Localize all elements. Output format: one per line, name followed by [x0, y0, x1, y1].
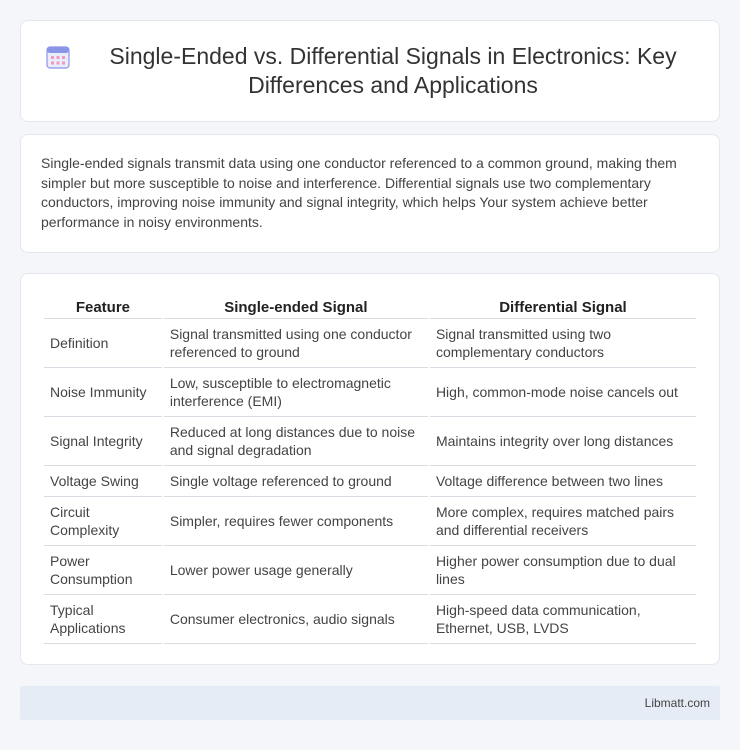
single-ended-cell: Consumer electronics, audio signals — [164, 595, 428, 644]
comparison-card — [20, 273, 720, 665]
table-row — [44, 319, 696, 368]
single-ended-cell: Low, susceptible to electromagnetic interference (EMI) — [164, 368, 428, 417]
intro-paragraph: Single-ended signals transmit data using one conductor referenced to a common ground, making them simpler but more susceptible to noise and interference. Differential signals use two complementary conductors, improving noise immunity and signal integrity, which helps Your system achieve better performance in noisy environments. — [41, 155, 677, 230]
single-ended-cell: Single voltage referenced to ground — [164, 466, 428, 497]
single-ended-cell: Signal transmitted using one conductor referenced to ground — [164, 319, 428, 368]
table-header-row — [44, 295, 696, 319]
feature-cell: Typical Applications — [44, 595, 162, 644]
differential-cell: Signal transmitted using two complementary conductors — [430, 319, 696, 368]
footer-bar — [20, 686, 720, 720]
footer-brand[interactable]: Libmatt.com — [644, 696, 710, 710]
feature-cell: Signal Integrity — [44, 417, 162, 466]
table-row — [44, 417, 696, 466]
intro-card — [20, 134, 720, 253]
differential-cell: Maintains integrity over long distances — [430, 417, 696, 466]
title-card — [20, 20, 720, 122]
differential-cell: Voltage difference between two lines — [430, 466, 696, 497]
feature-cell: Circuit Complexity — [44, 497, 162, 546]
differential-cell: High-speed data communication, Ethernet, USB, LVDS — [430, 595, 696, 644]
single-ended-cell: Lower power usage generally — [164, 546, 428, 595]
single-ended-cell: Simpler, requires fewer components — [164, 497, 428, 546]
table-row — [44, 497, 696, 546]
table-row — [44, 466, 696, 497]
table-row — [44, 595, 696, 644]
page-title: Single-Ended vs. Differential Signals in Electronics: Key Differences and Applications — [109, 43, 677, 98]
single-ended-cell: Reduced at long distances due to noise and signal degradation — [164, 417, 428, 466]
header-single-ended: Single-ended Signal — [164, 295, 428, 319]
differential-cell: More complex, requires matched pairs and differential receivers — [430, 497, 696, 546]
feature-cell: Noise Immunity — [44, 368, 162, 417]
differential-cell: High, common-mode noise cancels out — [430, 368, 696, 417]
table-row — [44, 368, 696, 417]
feature-cell: Definition — [44, 319, 162, 368]
calendar-icon — [45, 44, 71, 70]
header-feature: Feature — [44, 295, 162, 319]
feature-cell: Voltage Swing — [44, 466, 162, 497]
table-row — [44, 546, 696, 595]
comparison-table — [42, 295, 698, 644]
differential-cell: Higher power consumption due to dual lines — [430, 546, 696, 595]
feature-cell: Power Consumption — [44, 546, 162, 595]
header-differential: Differential Signal — [430, 295, 696, 319]
